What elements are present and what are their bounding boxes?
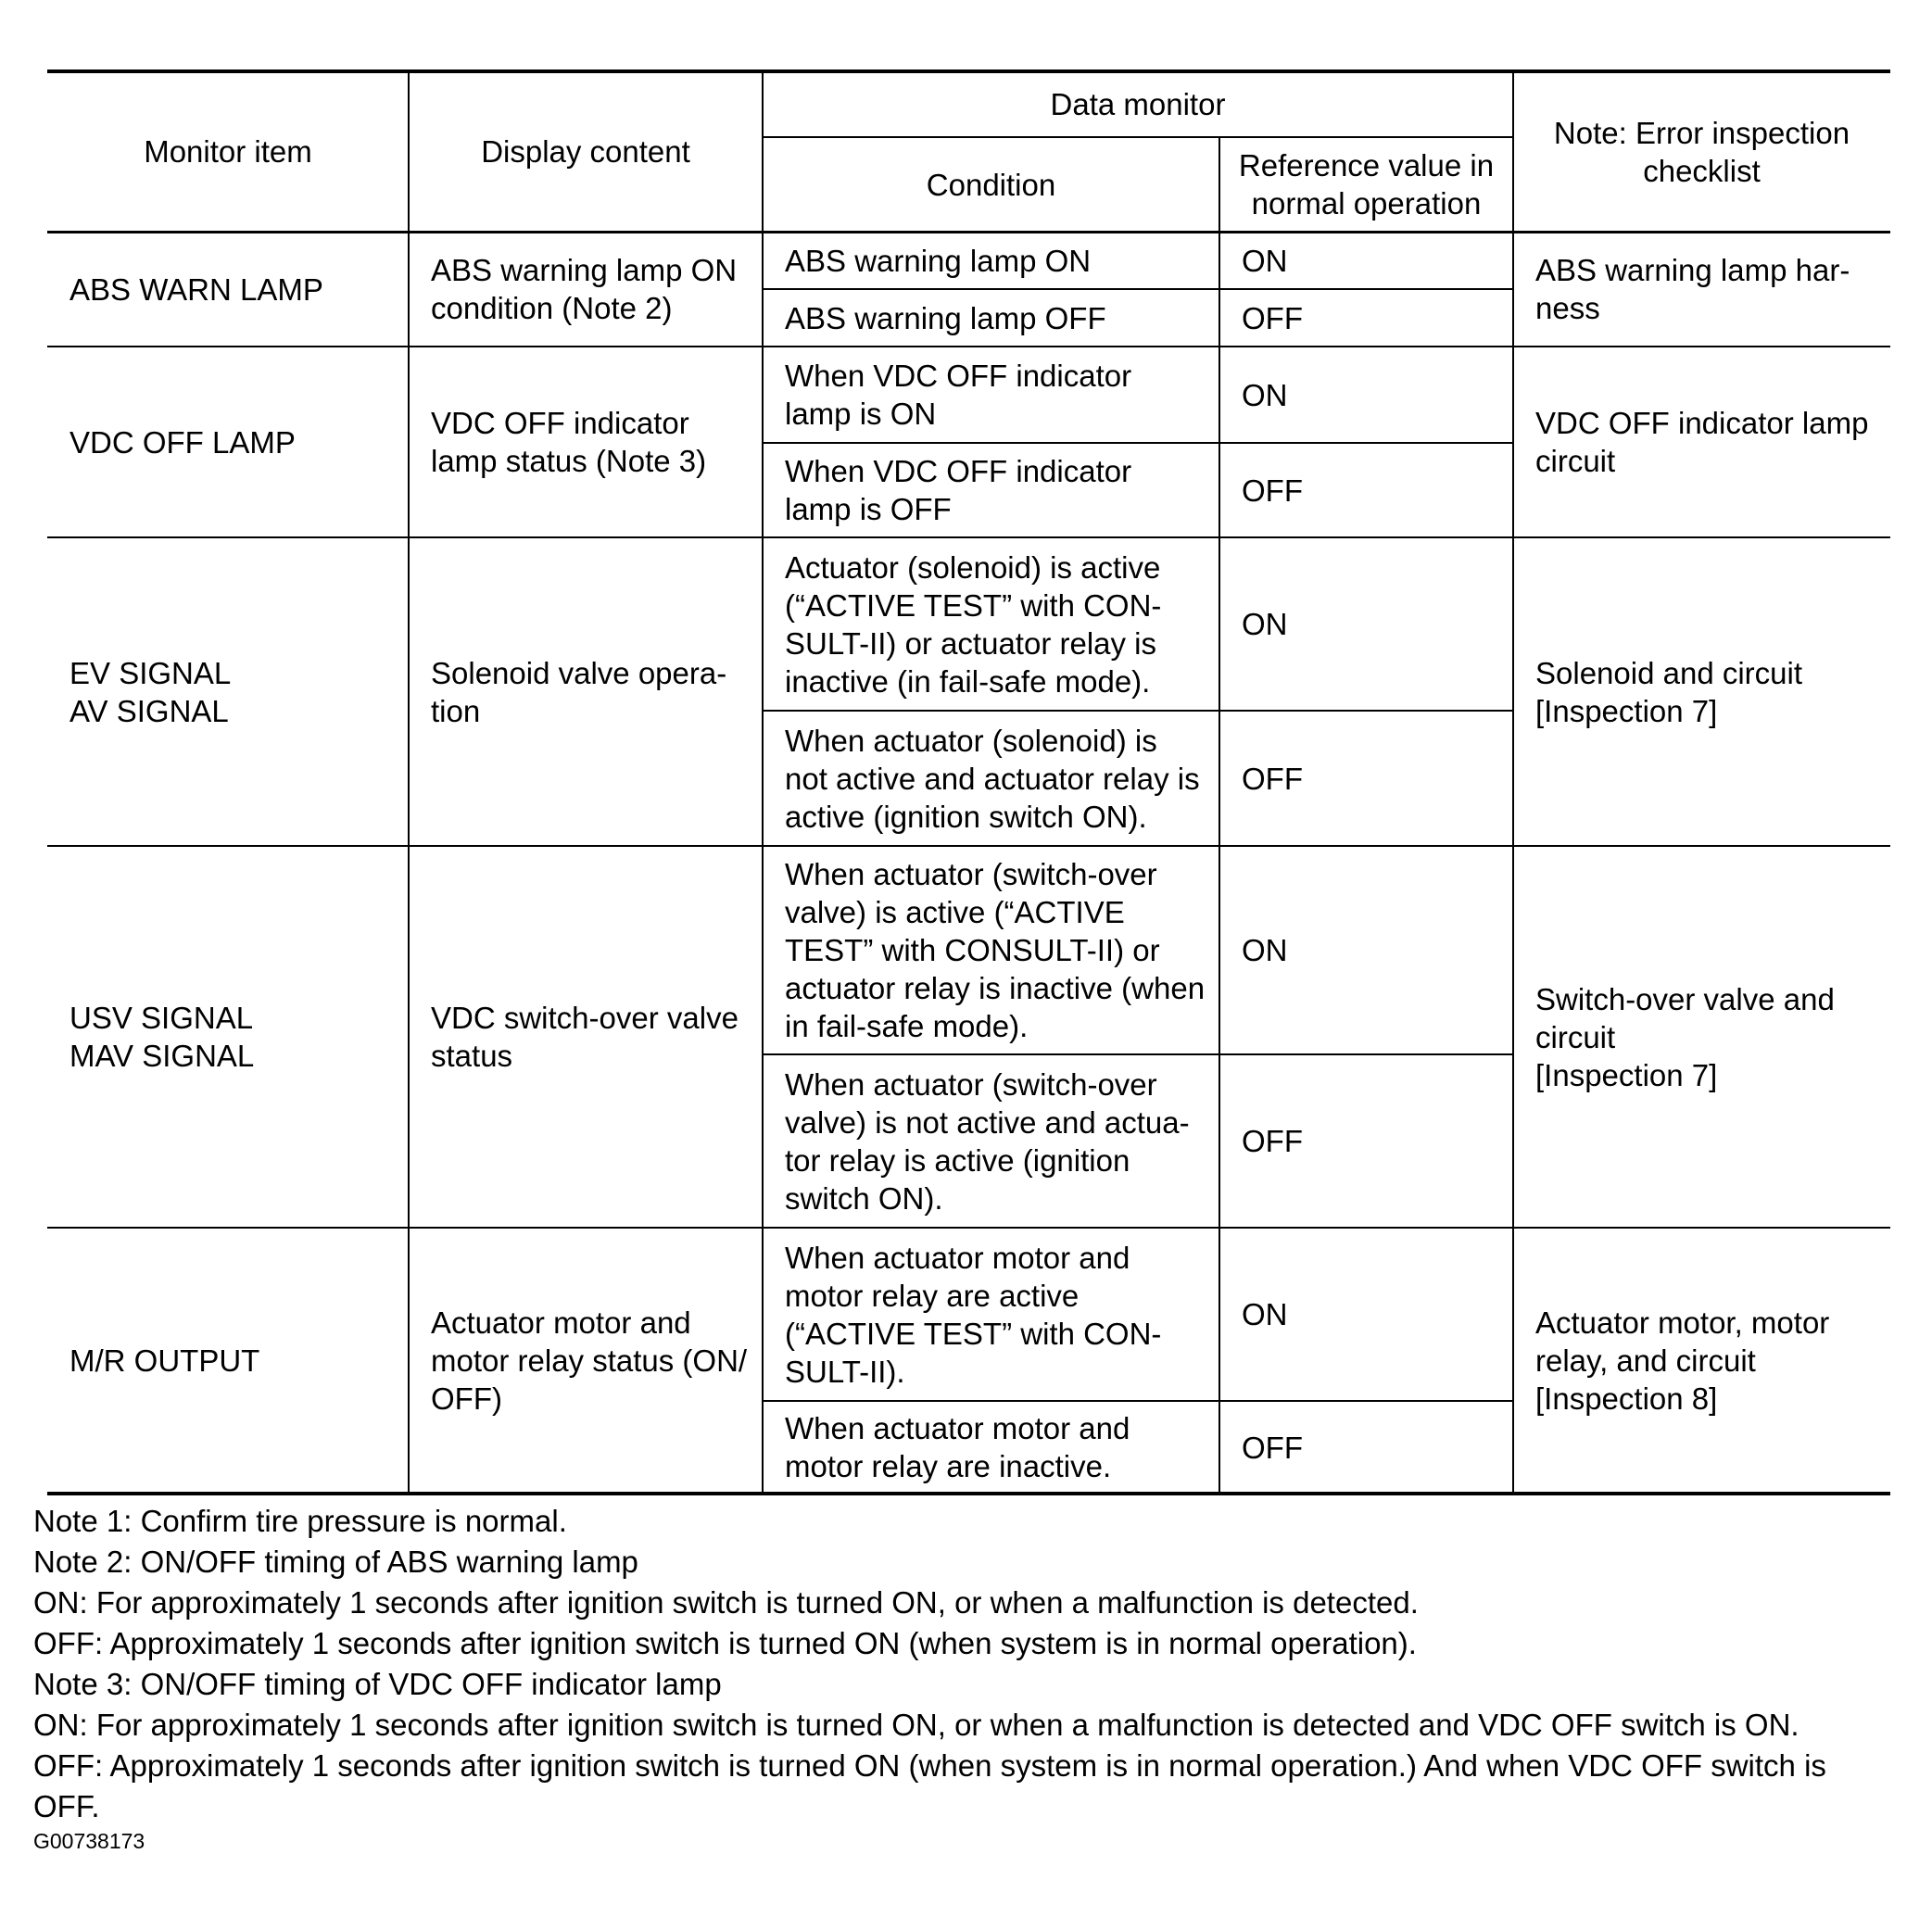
- note-line: Note 3: ON/OFF timing of VDC OFF indicator lamp: [33, 1667, 722, 1701]
- condition-divider: [763, 710, 1513, 712]
- display-content-cell: Solenoid valve opera- tion: [431, 655, 727, 728]
- note-line: OFF: Approximately 1 seconds after ignition switch is turned ON (when system is in normal operation.) And when VDC OFF switch is: [33, 1748, 1826, 1783]
- table-top-rule: [47, 69, 1890, 73]
- header-bottom-rule: [47, 231, 1890, 233]
- condition-cell: When actuator (switch-over valve) is active (“ACTIVE TEST” with CONSULT-II) or actuator relay is inactive (when in fail-safe mode).: [785, 857, 1206, 1043]
- note-line: ON: For approximately 1 seconds after ignition switch is turned ON, or when a malfunction is detected and VDC OFF switch is ON.: [33, 1708, 1799, 1742]
- condition-cell: When actuator (switch-over valve) is not active and actua- tor relay is active (ignition switch ON).: [785, 1066, 1190, 1216]
- note-line: OFF.: [33, 1789, 100, 1823]
- reference-value-cell: OFF: [1242, 761, 1303, 796]
- reference-value-cell: ON: [1242, 243, 1288, 278]
- condition-cell: When actuator motor and motor relay are active (“ACTIVE TEST” with CON- SULT-II).: [785, 1240, 1162, 1389]
- column-divider: [408, 71, 410, 1494]
- monitor-item-cell: ABS WARN LAMP: [69, 271, 323, 307]
- reference-value-cell: ON: [1242, 377, 1288, 412]
- display-content-cell: Actuator motor and motor relay status (ON/ OFF): [431, 1305, 748, 1416]
- condition-cell: Actuator (solenoid) is active (“ACTIVE TEST” with CON- SULT-II) or actuator relay is inactive (in fail-safe mode).: [785, 549, 1162, 699]
- header-monitor-item: Monitor item: [144, 134, 312, 169]
- note-line: Note 2: ON/OFF timing of ABS warning lamp: [33, 1545, 638, 1579]
- inspection-checklist-cell: Solenoid and circuit [Inspection 7]: [1535, 655, 1803, 728]
- figure-id: G00738173: [33, 1829, 145, 1853]
- monitor-item-cell: M/R OUTPUT: [69, 1343, 260, 1378]
- inspection-checklist-cell: Switch-over valve and circuit [Inspection 7]: [1535, 981, 1835, 1092]
- monitor-item-cell: EV SIGNAL AV SIGNAL: [69, 655, 232, 728]
- condition-divider: [763, 1053, 1513, 1055]
- header-data-monitor: Data monitor: [1050, 87, 1226, 121]
- display-content-cell: VDC switch-over valve status: [431, 1001, 739, 1073]
- reference-value-cell: OFF: [1242, 1430, 1303, 1465]
- reference-value-cell: OFF: [1242, 300, 1303, 335]
- monitor-item-cell: VDC OFF LAMP: [69, 424, 296, 460]
- condition-cell: When actuator motor and motor relay are inactive.: [785, 1411, 1130, 1483]
- note-line: OFF: Approximately 1 seconds after ignition switch is turned ON (when system is in normal operation).: [33, 1626, 1417, 1660]
- reference-value-cell: OFF: [1242, 1124, 1303, 1158]
- inspection-checklist-cell: Actuator motor, motor relay, and circuit [Inspection 8]: [1535, 1305, 1830, 1416]
- table-bottom-rule: [47, 1492, 1890, 1495]
- row-divider: [47, 346, 1890, 347]
- note-line: ON: For approximately 1 seconds after ignition switch is turned ON, or when a malfunction is detected.: [33, 1585, 1419, 1620]
- row-divider: [47, 845, 1890, 847]
- row-divider: [47, 536, 1890, 538]
- header-display-content: Display content: [481, 134, 690, 169]
- condition-divider: [763, 442, 1513, 444]
- condition-divider: [763, 1400, 1513, 1402]
- monitor-item-cell: USV SIGNAL MAV SIGNAL: [69, 1001, 255, 1073]
- row-divider: [47, 1227, 1890, 1229]
- reference-value-cell: ON: [1242, 1297, 1288, 1331]
- reference-value-cell: ON: [1242, 607, 1288, 641]
- reference-value-cell: OFF: [1242, 473, 1303, 508]
- header-error-inspection-checklist: Note: Error inspection checklist: [1553, 115, 1850, 188]
- condition-cell: When actuator (solenoid) is not active and actuator relay is active (ignition switch ON).: [785, 723, 1200, 834]
- condition-cell: ABS warning lamp OFF: [785, 300, 1106, 335]
- condition-divider: [763, 288, 1513, 290]
- condition-cell: When VDC OFF indicator lamp is ON: [785, 359, 1132, 431]
- display-content-cell: ABS warning lamp ON condition (Note 2): [431, 253, 738, 325]
- column-divider: [1219, 137, 1220, 1494]
- note-line: Note 1: Confirm tire pressure is normal.: [33, 1504, 567, 1538]
- condition-cell: When VDC OFF indicator lamp is OFF: [785, 454, 1132, 526]
- header-condition: Condition: [926, 167, 1056, 202]
- inspection-checklist-cell: ABS warning lamp har- ness: [1535, 253, 1850, 325]
- header-divider: [763, 136, 1513, 138]
- column-divider: [762, 71, 764, 1494]
- inspection-checklist-cell: VDC OFF indicator lamp circuit: [1535, 406, 1869, 478]
- column-divider: [1512, 71, 1514, 1494]
- header-reference-value: Reference value in normal operation: [1238, 148, 1495, 221]
- condition-cell: ABS warning lamp ON: [785, 243, 1092, 278]
- display-content-cell: VDC OFF indicator lamp status (Note 3): [431, 406, 707, 478]
- reference-value-cell: ON: [1242, 933, 1288, 967]
